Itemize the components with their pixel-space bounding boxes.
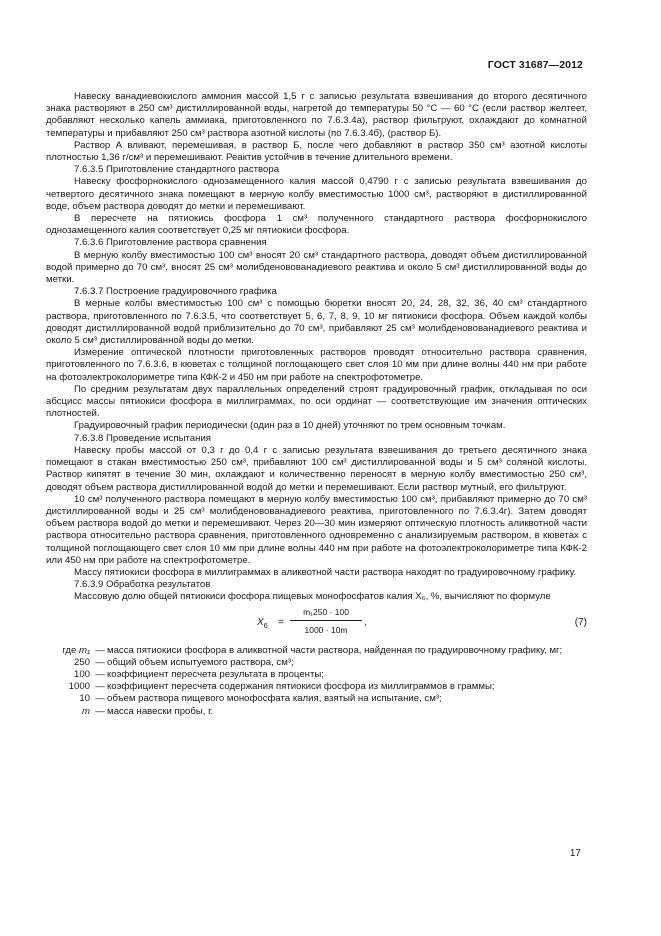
definitions-prefix: где [62, 644, 77, 656]
section-heading: 7.6.3.6 Приготовление раствора сравнения [74, 237, 267, 249]
definition-dash: — [95, 668, 105, 680]
definition-dash: — [95, 681, 105, 693]
section-heading: 7.6.3.9 Обработка результатов [74, 579, 211, 591]
definition-item [46, 645, 587, 657]
formula-number: (7) [574, 616, 587, 628]
definition-text: объем раствора пищевого монофосфата калия, взятый на испытание, см³; [107, 693, 442, 705]
definition-item [46, 693, 587, 705]
definition-symbol: m [82, 705, 90, 717]
definition-dash: — [95, 644, 105, 656]
formula-intro: Массовую долю общей пятиокиси фосфора пищевых монофосфатов калия X₆, %, вычисляют по формуле [74, 591, 551, 603]
formula-lhs: $X_6$ [257, 616, 268, 630]
definition-dash: — [95, 693, 105, 705]
paragraph: Раствор А вливают, перемешивая, в раствор Б, после чего добавляют в раствор 350 см³ азотной кислоты плотностью 1,36 г/см³ и перемешивают. Реактив устойчив в течение длительного времени. [46, 139, 587, 164]
page-number: 17 [569, 848, 581, 859]
formula-denominator: 1000 · 10m [304, 624, 348, 635]
paragraph: 10 см³ полученного раствора помещают в мерную колбу вместимостью 100 см³, прибавляют примерно до 70 см³ дистиллированной воды и 25 см³ молибденовованадиевого реактива, приготовленного по 7.6.3.4г). Затем доводят объем раствора водой до метки и перемешивают. Через 20—30 мин измеряют оптическую плотность аликвотной части раствора относительно раствора сравнения, приготовленного одновременно с анализируемым раствором, в кюветах с толщиной поглощающего свет слоя 10 мм при длине волны 440 нм при работе на фотоэлектроколориметре типа КФК-2 или 450 нм при работе на спектрофотометре. [46, 493, 587, 566]
formula-numerator: m₁250 · 100 [290, 606, 362, 621]
definition-text: коэффициент пересчета содержания пятиокиси фосфора из миллиграммов в граммы; [107, 681, 495, 693]
paragraph: Измерение оптической плотности приготовленных растворов проводят относительно раствора сравнения, приготовленного по 7.6.3.6, в кюветах с толщиной поглощающего свет слоя 10 мм при длине волны 440 нм при работе на фотоэлектроколориметре типа КФК-2 и 450 нм при работе на спектрофотометре. [46, 347, 587, 383]
formula-fraction [290, 606, 362, 636]
definition-item [46, 657, 587, 669]
definition-symbol: 1000 [68, 681, 90, 693]
paragraph: Массу пятиокиси фосфора в миллиграммах в аликвотной части раствора находят по градуировочному графику. [74, 566, 577, 578]
document-body [46, 91, 587, 718]
definitions-list [46, 645, 587, 718]
definition-symbol: где m₁ [62, 644, 90, 656]
definition-dash: — [95, 656, 105, 668]
formula-comma: , [364, 616, 367, 628]
definition-item [46, 669, 587, 681]
section-heading: 7.6.3.7 Построение градуировочного графика [74, 286, 277, 298]
paragraph: Навеску пробы массой от 0,3 г до 0,4 г с записью результата взвешивания до третьего десятичного знака помещают в стакан вместимостью 250 см³, прибавляют 100 см³ дистиллированной воды и 5 см³ соляной кислоты. Раствор кипятят в течение 30 мин, охлаждают и количественно переносят в мерную колбу вместимостью 250 см³, доводят объем раствора дистиллированной водой до метки и перемешивают. Если раствор мутный, его фильтруют. [46, 444, 587, 493]
section-heading: 7.6.3.5 Приготовление стандартного раствора [74, 164, 280, 176]
paragraph: По средним результатам двух параллельных определений строят градуировочный график, откладывая по оси абсцисс массы пятиокиси фосфора в миллиграммах, по оси ординат — соответствующие им значения оптических плотностей. [46, 383, 587, 420]
paragraph: Градуировочный график периодически (один раз в 10 дней) уточняют по трем основным точкам. [74, 420, 506, 432]
formula-7 [46, 606, 587, 642]
definition-text: коэффициент пересчета результата в проценты; [107, 668, 324, 680]
paragraph: Навеску ванадиевокислого аммония массой 1,5 г с записью результата взвешивания до второго десятичного знака растворяют в 250 см³ дистиллированной воды, нагретой до температуры 50 °С — 60 °С (если раствор желтеет, добавляют несколько капель аммиака, приготовленного по 7.6.3.4а), раствор фильтруют, охлаждают до комнатной температуры и прибавляют 250 см³ раствора азотной кислоты (по 7.6.3.4б), (раствор Б). [46, 91, 587, 139]
paragraph: В пересчете на пятиокись фосфора 1 см³ полученного стандартного раствора фосфорнокислого однозамещенного калия соответствует 0,25 мг пятиокиси фосфора. [46, 213, 587, 237]
definition-item [46, 681, 587, 693]
definition-dash: — [95, 705, 105, 717]
definition-symbol: 250 [73, 656, 90, 668]
definition-symbol: 10 [79, 693, 90, 705]
standard-header: ГОСТ 31687—2012 [487, 59, 583, 71]
definition-text: масса пятиокиси фосфора в аликвотной части раствора, найденная по градуировочному графику, мг; [107, 644, 563, 656]
paragraph: В мерные колбы вместимостью 100 см³ с помощью бюретки вносят 20, 24, 28, 32, 36, 40 см³ стандартного раствора, приготовленного по 7.6.3.5, что соответствует 5, 6, 7, 8, 9, 10 мг пятиокиси фосфора. Объем каждой колбы доводят дистиллированной водой приблизительно до 70 см³, прибавляют 25 см³ молибденовованадиевого реактива и около 5 см³ дистиллированной воды до метки. [46, 298, 587, 347]
section-heading: 7.6.3.8 Проведение испытания [74, 432, 211, 444]
definition-text: масса навески пробы, г. [107, 705, 214, 717]
definition-text: общий объем испытуемого раствора, см³; [107, 656, 294, 668]
definition-symbol: 100 [73, 668, 90, 680]
formula-equals: = [278, 616, 284, 628]
formula-lhs-subscript: 6 [263, 620, 268, 630]
definition-item [46, 706, 587, 718]
paragraph: Навеску фосфорнокислого однозамещенного калия массой 0,4790 г с записью результата взвешивания до четвертого десятичного знака помещают в мерную колбу вместимостью 1000 см³, растворяют в дистиллированной воде, объем раствора доводят до метки и перемешивают. [46, 176, 587, 212]
paragraph: В мерную колбу вместимостью 100 см³ вносят 20 см³ стандартного раствора, доводят объем дистиллированной водой примерно до 70 см³, вносят 25 см³ молибденовованадиевого реактива и около 5 см³ дистиллированной воды до метки. [46, 249, 587, 286]
